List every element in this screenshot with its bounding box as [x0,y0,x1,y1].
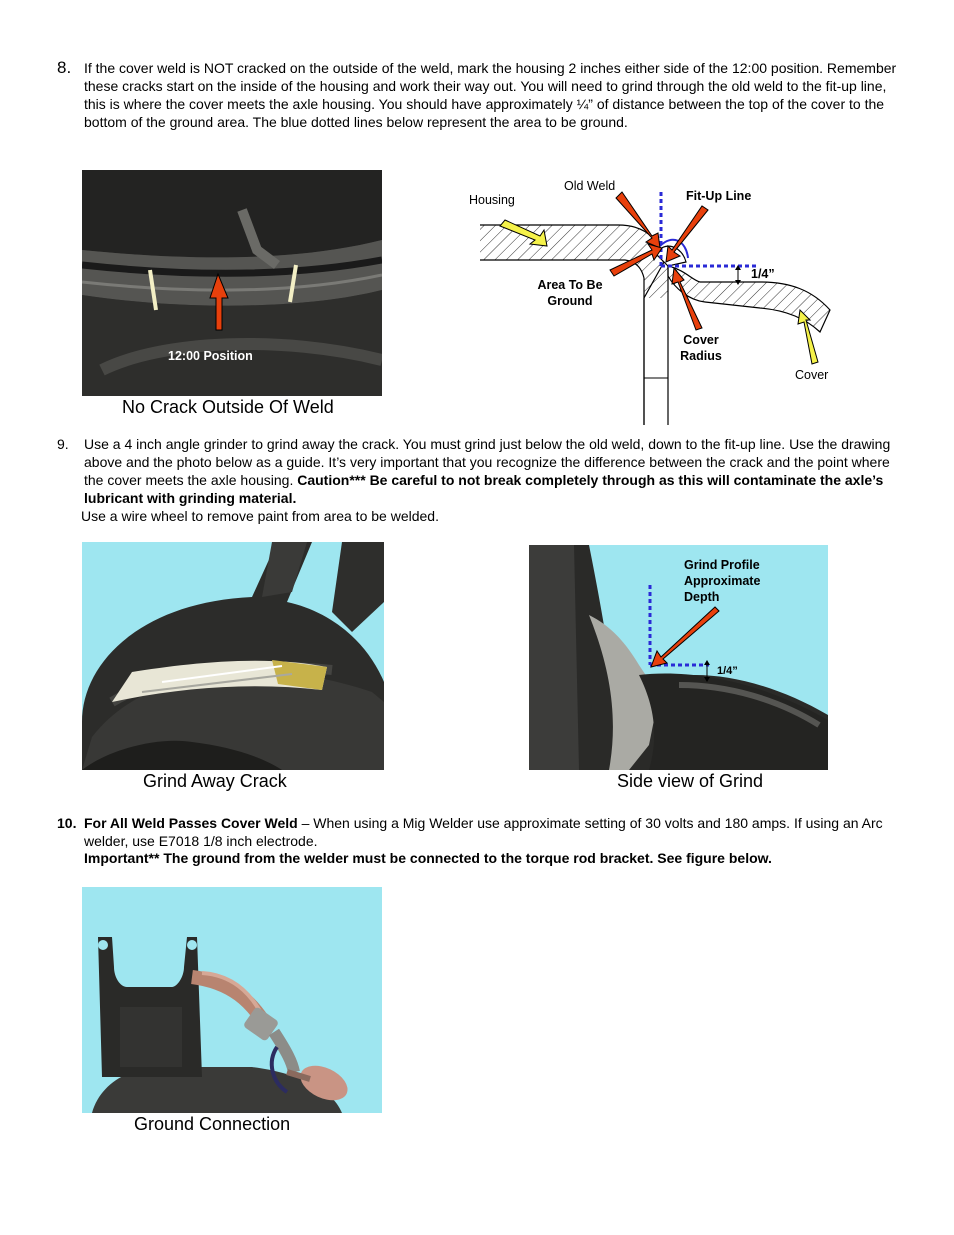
step-10-text [84,814,896,850]
caption-grind-away-crack: Grind Away Crack [143,771,287,791]
label-quarter-inch: 1/4” [751,267,775,281]
photo-side-view-grind [529,545,828,770]
step-10-number: 10. [57,815,77,831]
label-area-to-be-ground [528,277,612,309]
weld-diagram-drawing [460,170,850,425]
label-fit-up-line: Fit-Up Line [686,189,752,203]
label-cover: Cover [795,368,829,382]
step-10-body: – When using a Mig Welder use approximate setting of 30 volts and 180 amps. If using an Arc welder, use E7018 1/8 inch electrode. [84,815,883,849]
label-radius-line1: Cover [683,333,719,347]
caption-no-crack: No Crack Outside Of Weld [122,397,334,417]
label-area-line1: Area To Be [537,278,603,292]
weld-diagram [460,170,850,425]
step-9-number: 9. [57,436,69,452]
step-8-text: If the cover weld is NOT cracked on the outside of the weld, mark the housing 2 inches either side of the 12:00 position. Remember these cracks start on the inside of the housing and work their way out. You will need to grind through the old weld to the fit-up line, this is where the cover meets the axle housing. You should have approximately ¼” of distance between the top of the cover to the bottom of the ground area. The blue dotted lines below represent the area to be ground. [84,60,897,130]
grind-profile-label [684,557,760,605]
label-cover-radius [670,332,732,364]
step-9-text [84,435,896,507]
photo-ground-connection [82,887,382,1113]
side-view-quarter-label: 1/4” [717,665,738,677]
step-8-number: 8. [57,58,72,77]
caption-side-view: Side view of Grind [617,771,764,791]
grind-profile-line3: Depth [684,590,720,604]
step-9-caution: Caution*** Be careful to not break completely through as this will contaminate the axle’s lubricant with grinding material. [84,472,884,506]
photo-no-crack [82,170,382,396]
step-10-title: For All Weld Passes Cover Weld [84,815,298,831]
step-10-important: Important** The ground from the welder must be connected to the torque rod bracket. See figure below. [84,850,772,866]
grind-profile-line2: Approximate [684,574,761,588]
photo-grind-away-crack [82,542,384,770]
caption-ground-connection: Ground Connection [134,1114,291,1134]
label-area-line2: Ground [547,294,593,308]
step-9-wire-wheel: Use a wire wheel to remove paint from area to be welded. [81,508,439,524]
grind-profile-line1: Grind Profile [684,558,760,572]
label-radius-line2: Radius [680,349,722,363]
label-old-weld: Old Weld [564,179,616,193]
twelve-oclock-label: 12:00 Position [168,349,253,363]
step-9-text-plain: Use a 4 inch angle grinder to grind away the crack. You must grind just below the old weld, down to the fit-up line. Use the drawing above and the photo below as a guide. It’s very important that you recognize the difference between the crack and the point where the cover meets the axle housing. [84,436,891,488]
label-housing: Housing [469,193,515,207]
